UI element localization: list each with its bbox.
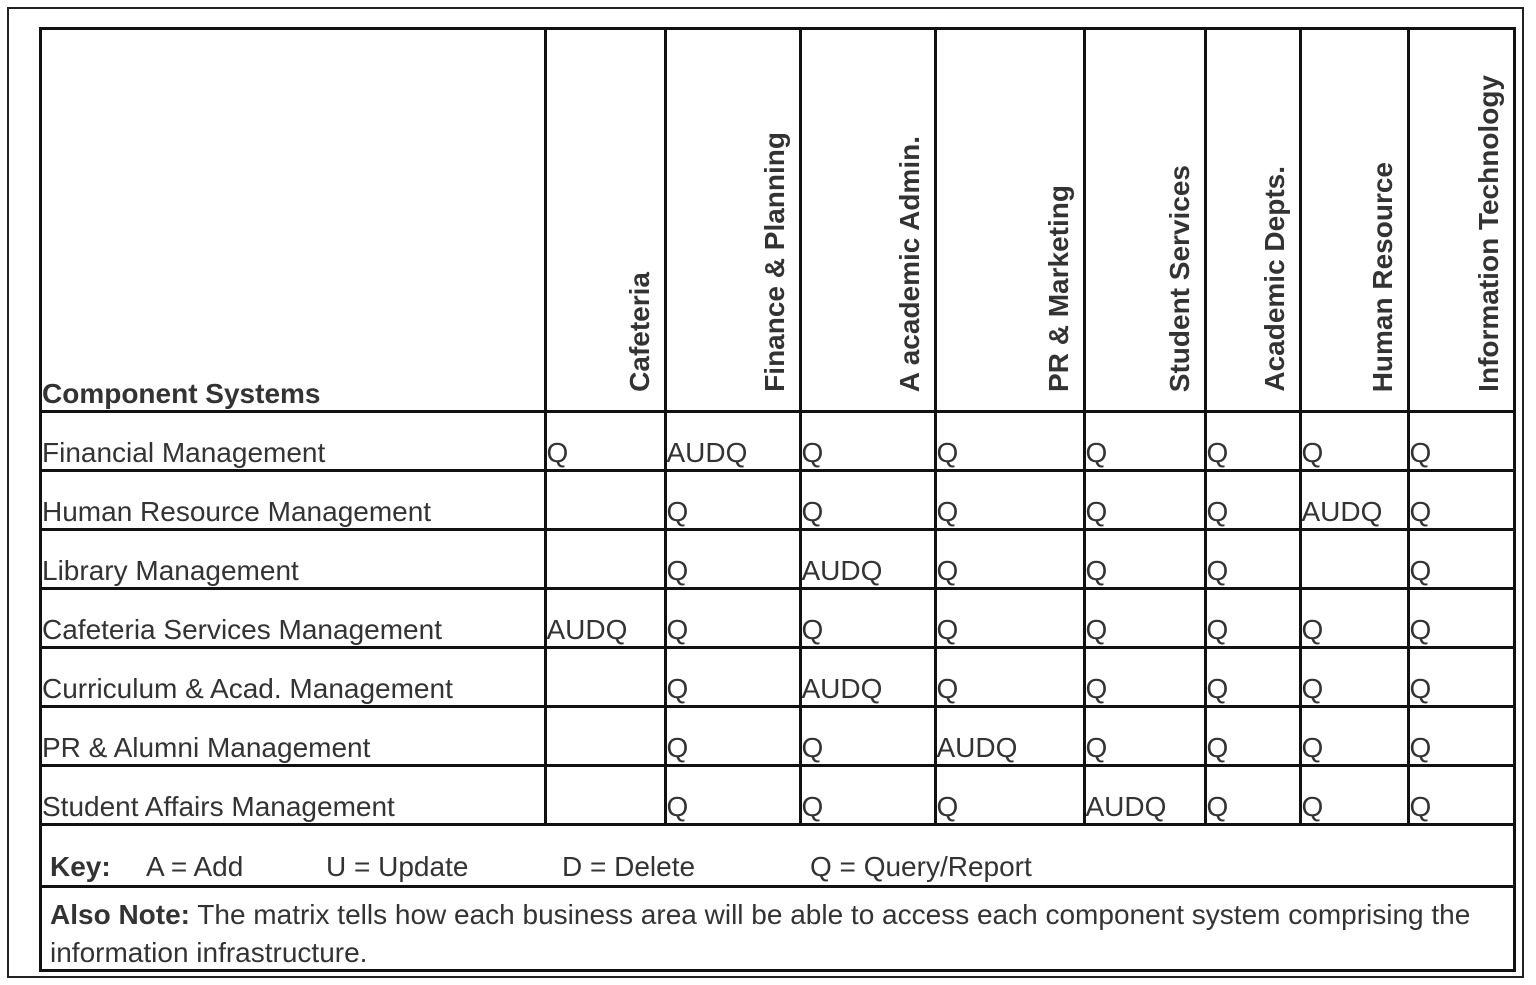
column-header-label: Academic Depts. bbox=[1258, 166, 1290, 392]
table-cell: Q bbox=[1300, 766, 1408, 825]
table-cell bbox=[545, 471, 665, 530]
table-cell: Q bbox=[800, 412, 935, 471]
table-cell: Q bbox=[1205, 766, 1300, 825]
table-cell: Q bbox=[1408, 766, 1513, 825]
table-row bbox=[42, 707, 1513, 766]
table-cell: Q bbox=[935, 648, 1084, 707]
row-label: Library Management bbox=[42, 530, 545, 589]
outer-frame bbox=[7, 7, 1524, 978]
table-cell: Q bbox=[1084, 412, 1205, 471]
row-label: Curriculum & Acad. Management bbox=[42, 648, 545, 707]
table-cell: Q bbox=[545, 412, 665, 471]
table-cell: Q bbox=[1205, 589, 1300, 648]
table-cell: Q bbox=[665, 707, 800, 766]
table-cell: Q bbox=[1408, 530, 1513, 589]
column-header-label: Information Technology bbox=[1473, 75, 1504, 392]
table-cell: Q bbox=[1408, 412, 1513, 471]
table-cell bbox=[1300, 530, 1408, 589]
table-cell: Q bbox=[935, 471, 1084, 530]
column-header-label: Human Resource bbox=[1366, 161, 1398, 392]
key-query: Q = Query/Report bbox=[810, 851, 1032, 882]
column-header bbox=[1205, 30, 1300, 412]
table-cell: Q bbox=[1300, 707, 1408, 766]
table-cell: AUDQ bbox=[1084, 766, 1205, 825]
table-cell: Q bbox=[1300, 589, 1408, 648]
note-label: Also Note: bbox=[50, 899, 190, 930]
row-label: Student Affairs Management bbox=[42, 766, 545, 825]
table-cell: Q bbox=[1408, 471, 1513, 530]
table-cell: Q bbox=[1205, 707, 1300, 766]
table-cell: AUDQ bbox=[800, 530, 935, 589]
table-cell: Q bbox=[935, 589, 1084, 648]
table-cell bbox=[545, 530, 665, 589]
row-label: PR & Alumni Management bbox=[42, 707, 545, 766]
table-cell: AUDQ bbox=[800, 648, 935, 707]
table-row bbox=[42, 471, 1513, 530]
table-cell: Q bbox=[665, 530, 800, 589]
table-cell: Q bbox=[935, 412, 1084, 471]
column-header bbox=[800, 30, 935, 412]
table-cell: Q bbox=[665, 471, 800, 530]
table-cell: AUDQ bbox=[935, 707, 1084, 766]
table-cell: Q bbox=[1084, 530, 1205, 589]
table-cell: Q bbox=[800, 589, 935, 648]
row-label: Cafeteria Services Management bbox=[42, 589, 545, 648]
table-cell: Q bbox=[1084, 471, 1205, 530]
table-cell: Q bbox=[1300, 648, 1408, 707]
table-row bbox=[42, 589, 1513, 648]
column-header bbox=[1084, 30, 1205, 412]
column-header-label: Cafeteria bbox=[623, 272, 655, 392]
column-header-label: Finance & Planning bbox=[758, 132, 790, 392]
table-cell: Q bbox=[1205, 648, 1300, 707]
column-header-label: PR & Marketing bbox=[1042, 185, 1074, 392]
table-cell: Q bbox=[1084, 589, 1205, 648]
table-cell: Q bbox=[1408, 648, 1513, 707]
table-row bbox=[42, 648, 1513, 707]
column-header bbox=[545, 30, 665, 412]
table-row bbox=[42, 530, 1513, 589]
key-legend bbox=[42, 826, 1513, 888]
table-cell: AUDQ bbox=[545, 589, 665, 648]
key-label: Key: bbox=[50, 851, 111, 882]
table-cell: Q bbox=[1300, 412, 1408, 471]
table-cell: Q bbox=[1205, 471, 1300, 530]
table-cell: Q bbox=[1205, 412, 1300, 471]
matrix-frame bbox=[39, 27, 1516, 972]
table-cell: Q bbox=[1084, 707, 1205, 766]
column-header bbox=[1300, 30, 1408, 412]
column-header bbox=[665, 30, 800, 412]
key-delete: D = Delete bbox=[562, 851, 696, 882]
table-cell: Q bbox=[665, 766, 800, 825]
table-cell bbox=[545, 707, 665, 766]
column-header bbox=[935, 30, 1084, 412]
table-cell: Q bbox=[1205, 530, 1300, 589]
row-label: Financial Management bbox=[42, 412, 545, 471]
table-cell: Q bbox=[1084, 648, 1205, 707]
table-cell: Q bbox=[665, 648, 800, 707]
table-cell: Q bbox=[800, 707, 935, 766]
table-cell: Q bbox=[935, 530, 1084, 589]
table-cell: Q bbox=[800, 766, 935, 825]
table-cell: AUDQ bbox=[665, 412, 800, 471]
table-cell: Q bbox=[935, 766, 1084, 825]
key-add: A = Add bbox=[146, 851, 244, 882]
column-header bbox=[1408, 30, 1513, 412]
table-cell: Q bbox=[665, 589, 800, 648]
corner-header: Component Systems bbox=[42, 30, 545, 412]
table-cell: Q bbox=[1408, 589, 1513, 648]
access-matrix-table bbox=[42, 30, 1513, 826]
header-row bbox=[42, 30, 1513, 412]
table-cell: Q bbox=[800, 471, 935, 530]
table-row bbox=[42, 412, 1513, 471]
table-cell: Q bbox=[1408, 707, 1513, 766]
table-cell: AUDQ bbox=[1300, 471, 1408, 530]
column-header-label: Student Services bbox=[1163, 164, 1195, 392]
table-cell bbox=[545, 648, 665, 707]
column-header-label: A academic Admin. bbox=[893, 135, 925, 392]
row-label: Human Resource Management bbox=[42, 471, 545, 530]
table-row bbox=[42, 766, 1513, 825]
note-text: The matrix tells how each business area will be able to access each component system comprising the information infrastructure. bbox=[50, 899, 1471, 968]
key-update: U = Update bbox=[326, 851, 469, 882]
table-cell bbox=[545, 766, 665, 825]
also-note bbox=[50, 896, 1490, 972]
